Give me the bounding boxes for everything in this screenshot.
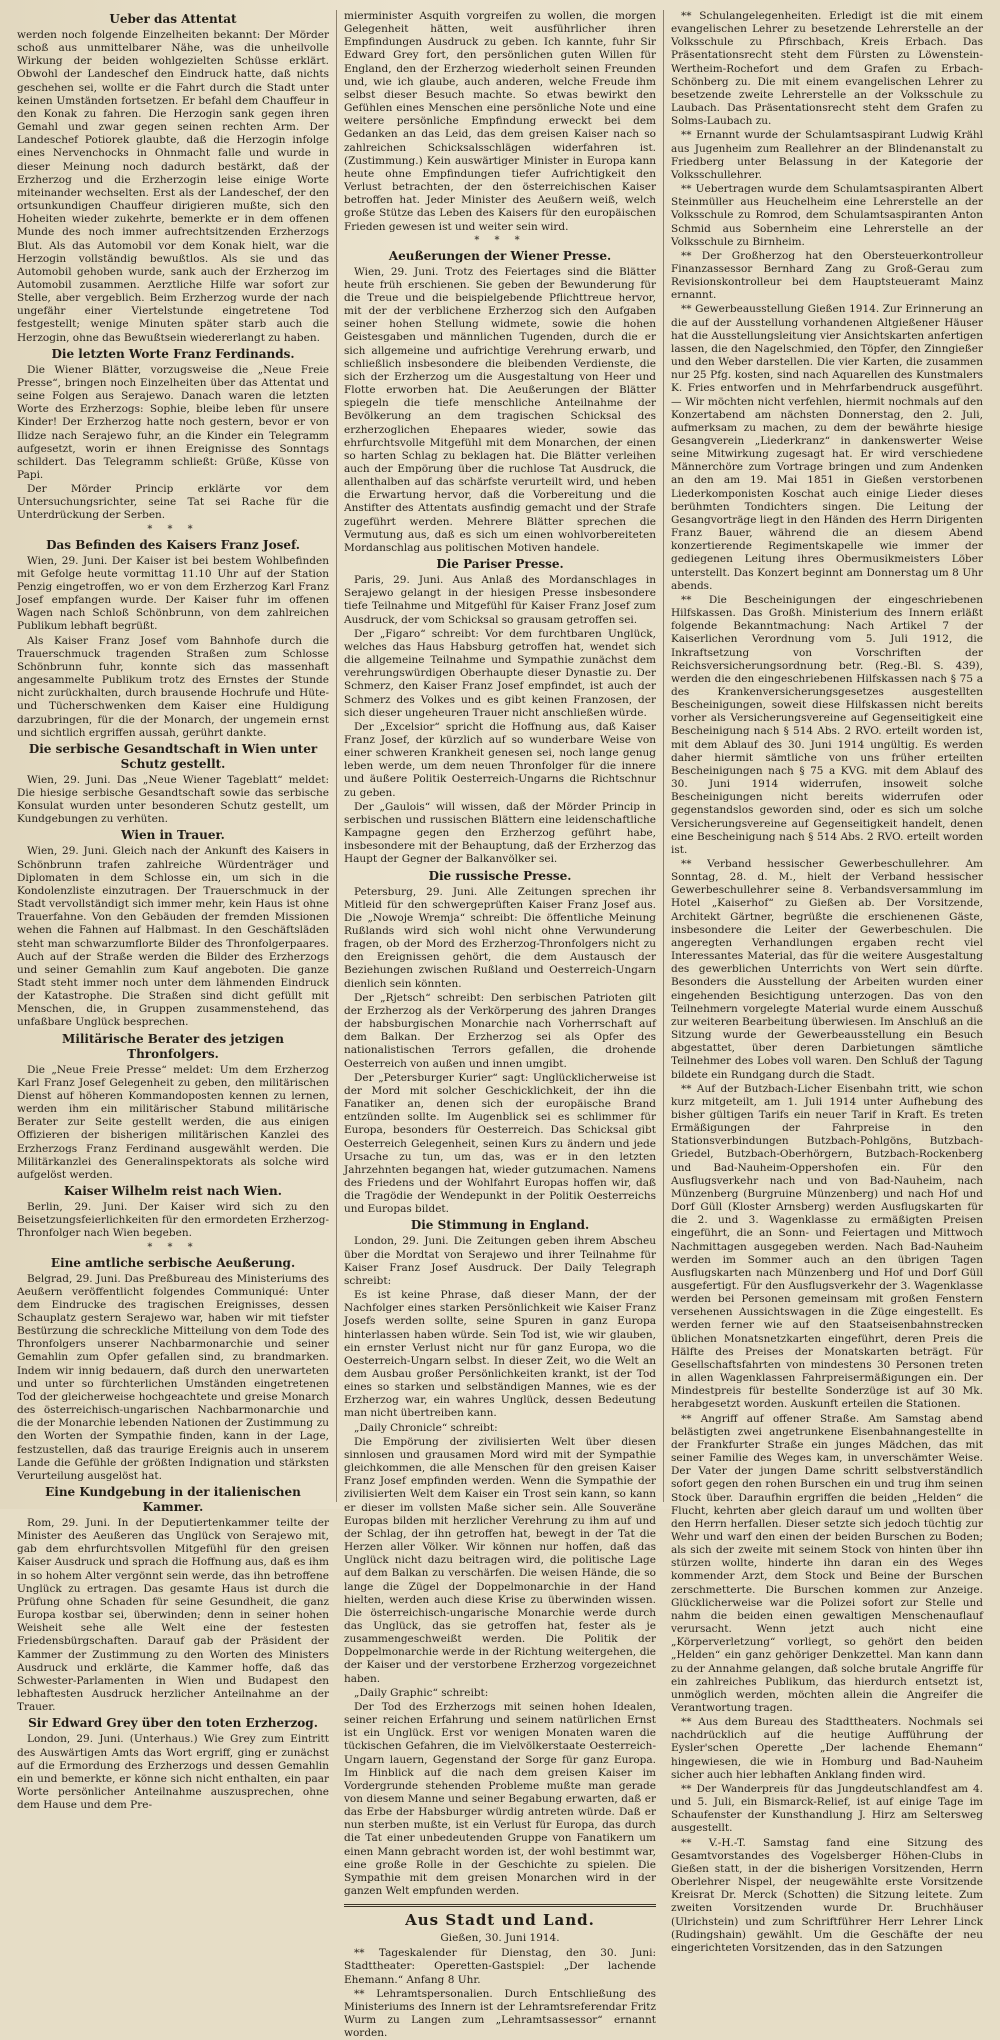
column-left (10, 10, 336, 1812)
article-paragraph: Wien, 29. Juni. Gleich nach der Ankunft des Kaisers in Schönbrunn trafen zahlreiche Würdenträger und Diplomaten in dem Schlosse ein, um sich in die Kondolenzliste einzutragen. Der Trauerschmuck in der Stadt vervollständigt sich immer mehr, kein Haus ist ohne Trauerfahne. Von den Gebäuden der fremden Missionen wehen die Fahnen auf Halbmast. In den Geschäftsläden steht man schwarzumflorte Bilder des Thronfolgerpaares. Auch auf der Straße werden die Bilder des Erzherzogs und seiner Gemahlin zum Kauf angeboten. Die ganze Stadt steht immer noch unter dem lähmenden Eindruck der Katastrophe. Die Straßen sind dicht gefüllt mit Menschen, die, in Gruppen zusammenstehend, das unfaßbare Unglück besprechen. (17, 845, 329, 1029)
separator-stars: * * * (474, 234, 526, 246)
article-paragraph: Der Mörder Princip erklärte vor dem Untersuchungsrichter, seine Tat sei Rache für die Unterdrückung der Serben. (17, 483, 329, 522)
article-paragraph: Die Empörung der zivilisierten Welt über diesen sinnlosen und grausamen Mord wird mit der Sympathie gleichkommen, die alle Menschen für den greisen Kaiser Franz Josef empfinden werden. Wenn die Sympathie der zivilisierten Welt dem Kaiser ein Trost sein kann, so kann er dieser im vollsten Maße sicher sein. Alle Souveräne Europas bilden mit herzlicher Verehrung zu ihm auf und der Schlag, der ihn getroffen hat, bewegt in der Tat die Herzen aller Völker. Wir können nur hoffen, daß das Unglück nicht dazu beitragen wird, die politische Lage auf dem Balkan zu verschärfen. Die weisen Hände, die so lange die Zügel der Doppelmonarchie in der Hand hielten, werden auch diese Krise zu überwinden wissen. Die österreichisch-ungarische Monarchie werde durch das Unglück, das sie getroffen hat, fester als je zusammengeschweißt werden. Die Politik der Doppelmonarchie werde in der Richtung weitergehen, die der Kaiser und der verstorbene Erzherzog vorgezeichnet haben. (344, 1435, 656, 1685)
article-paragraph: ** Die Bescheinigungen der eingeschriebenen Hilfskassen. Das Großh. Ministerium des Innern erläßt folgende Bekanntmachung: Nach Artikel 7 der Kaiserlichen Verordnung vom 5. Juli 1912, die Inkraftsetzung von Vorschriften der Reichsversicherungsordnung betr. (Reg.-Bl. S. 439), werden die den eingeschriebenen Hilfskassen nach § 75 a des Krankenversicherungsgesetzes ausgestellten Bescheinigungen, soweit diese Hilfskassen nicht bereits vorher als Versicherungsvereine auf Gegenseitigkeit eine Bescheinigung nach § 514 Abs. 2 RVO. erteilt worden ist, mit dem Ablauf des 30. Juni 1914 ungültig. Es werden daher hiermit sämtliche von uns früher erteilten Bescheinigungen nach § 75 a KVG. mit dem Ablauf des 30. Juni 1914 widerrufen, insoweit solche Bescheinigungen nicht bereits widerrufen oder gegenstandslos geworden sind, oder es sich um solche Versicherungsvereine auf Gegenseitigkeit handelt, denen eine Bescheinigung nach § 514 Abs. 2 RVO. erteilt worden ist. (671, 593, 983, 856)
column-middle (336, 10, 663, 2040)
article-paragraph: Der „Rjetsch“ schreibt: Den serbischen Patrioten gilt der Erzherzog als der Verkörperung des jahren Dranges der habsburgischen Monarchie nach Vorherrschaft auf dem Balkan. Der Erzherzog sei als Opfer des nationalistischen Terrors gefallen, die drohende Oesterreich von außen und innen umgibt. (344, 991, 656, 1070)
article-paragraph: ** Aus dem Bureau des Stadttheaters. Nochmals sei nachdrücklich auf die heutige Aufführung der Eysler'schen Operette „Der lachende Ehemann“ hingewiesen, die wie in Homburg und Bad-Nauheim sicher auch hier lebhaften Anklang finden wird. (671, 1716, 983, 1781)
article-paragraph: Es ist keine Phrase, daß dieser Mann, der der Nachfolger eines starken Persönlichkeit wie Kaiser Franz Josefs werden sollte, seine Spuren in ganz Europa hinterlassen haben würde. Sein Tod ist, wie wir glauben, ein ernster Verlust nicht nur für ganz Europa, wo die Oesterreich-Ungarn selbst. In dieser Zeit, wo die Welt an dem Ausbau großer Persönlichkeiten krankt, ist der Tod eines so starken und selbständigen Mannes, wie es der Erzherzog war, ein wahres Unglück, dessen Bedeutung man nicht übertreiben kann. (344, 1289, 656, 1420)
article-paragraph: Der „Figaro“ schreibt: Vor dem furchtbaren Unglück, welches das Haus Habsburg getroffen hat, wendet sich die allgemeine Teilnahme und Sympathie zunächst dem verehrungswürdigen Oberhaupte dieser Dynastie zu. Der Schmerz, den Kaiser Franz Josef empfindet, ist auch der Schmerz des Volkes und es gibt keinen Franzosen, der sich dieser ungeheuren Trauer nicht anschließen würde. (344, 627, 656, 719)
article-heading: Eine Kundgebung in der italienischen Kammer. (45, 1485, 301, 1514)
article-heading: Die serbische Gesandtschaft in Wien unter Schutz gestellt. (28, 741, 318, 771)
article-paragraph: Belgrad, 29. Juni. Das Preßbureau des Ministeriums des Aeußern veröffentlicht folgendes Communiqué: Unter dem Eindrucke des tragischen Ereignisses, dessen Schauplatz gestern Serajewo war, haben wir mit tiefster Bestürzung die schreckliche Mitteilung von dem Tode des Thronfolgers unserer Nachbarmonarchie und seiner Gemahlin zum Opfer gefallen sind, zu brandmarken. Indem wir innig bedauern, daß durch den unerwarteten und unter so fürchterlichen Umständen eingetretenen Tod der gleicherweise hochgeachtete und greise Monarch des österreichisch-ungarischen Nachbarmonarchie und die der Monarchie lebenden Nationen der Zustimmung zu den Worten der Sympathie finden, kann in der Lage, festzustellen, daß das traurige Ereignis auch in unserem Lande die Gefühle der größten Indignation und stärksten Verurteilung ausgelöst hat. (17, 1272, 329, 1482)
article-heading: Die letzten Worte Franz Ferdinands. (51, 346, 295, 361)
article-paragraph: ** Gewerbeausstellung Gießen 1914. Zur Erinnerung an die auf der Ausstellung vorhandenen Altgießener Häuser hat die Ausstellungsleitung vier Ansichtskarten anfertigen lassen, die den Nagelschmied, den Töpfer, den Zinngießer und den Weber darstellen. Die vier Karten, die zusammen nur 25 Pfg. kosten, sind nach Aquarellen des Kunstmalers K. Fries entworfen und in Mehrfarbendruck ausgeführt. — Wir möchten nicht verfehlen, hiermit nochmals auf den Konzertabend am nächsten Donnerstag, den 2. Juli, aufmerksam zu machen, zu dem der bewährte hiesige Gesangverein „Liederkranz“ in dankenswerter Weise seine Mitwirkung zugesagt hat. Er wird verschiedene Männerchöre zum Vortrage bringen und zum Andenken an den am 19. Mai 1851 in Gießen verstorbenen Liederkomponisten Koschat auch einige Lieder dieses berühmten Tondichters singen. Die Leitung der Gesangvorträge liegt in den Händen des Herrn Dirigenten Franz Bauer, während die an diesem Abend konzertierende Regimentskapelle wie immer der gediegenen Leitung ihres Obermusikmeisters Löber unterstellt. Das Konzert beginnt am Donnerstag um 8 Uhr abends. (671, 303, 983, 592)
article-paragraph: Die Wiener Blätter, vorzugsweise die „Neue Freie Presse“, bringen noch Einzelheiten über das Attentat und seine Folgen aus Serajewo. Danach waren die letzten Worte des Erzherzogs: Sophie, bleibe leben für unsere Kinder! Der Erzherzog hatte noch gestern, bevor er von Ilidze nach Serajewo fuhr, an die Kinder ein Telegramm aufgesetzt, worin er ihnen Ereignisse des Sonntags schildert. Das Telegramm schließt: Grüße, Küsse von Papi. (17, 363, 329, 481)
article-paragraph: ** Uebertragen wurde dem Schulamtsaspiranten Albert Steinmüller aus Heuchelheim eine Lehrerstelle an der Volksschule zu Romrod, dem Schulamtsaspiranten Anton Schmid aus Sobernheim eine Lehrerstelle an der Volksschule zu Birnheim. (671, 183, 983, 248)
section-divider (344, 1904, 656, 1907)
article-paragraph: Berlin, 29. Juni. Der Kaiser wird sich zu den Beisetzungsfeierlichkeiten für den ermordeten Erzherzog-Thronfolger nach Wien begeben. (17, 1201, 329, 1240)
article-paragraph: werden noch folgende Einzelheiten bekannt: Der Mörder schoß aus unmittelbarer Nähe, was die unheilvolle Wirkung der beiden wohlgezielten Schüsse erklärt. Obwohl der Landeschef den Eindruck hatte, daß nichts geschehen sei, wollte er die Fahrt durch die Stadt unter keinen Umständen fortsetzen. Er befahl dem Chauffeur in den Konak zu fahren. Die Herzogin sank gegen ihren Gemahl und zwar gegen seinen rechten Arm. Der Landeschef Potiorek glaubte, daß die Herzogin infolge eines Nervenchocks in Ohnmacht falle und wurde in dieser Meinung noch dadurch bestärkt, daß der Erzherzog und die Erzherzogin leise einige Worte miteinander wechselten. Erst als der Landeschef, der den ortsunkundigen Chauffeur dirigieren mußte, sich den Hoheiten wieder zukehrte, bemerkte er in dem offenen Munde des noch immer aufrechtsitzenden Erzherzogs Blut. Als das Automobil vor dem Konak hielt, war die Herzogin vollständig bewußtlos. Als sie und das Automobil gehoben wurde, sank auch der Erzherzog im Automobil zusammen. Aerztliche Hilfe war sofort zur Stelle, aber vergeblich. Beim Erzherzog wurde der nach ungefähr einer Viertelstunde eingetretene Tod festgestellt; wenige Minuten später starb auch die Herzogin, ohne das Bewußtsein wiedererlangt zu haben. (17, 29, 329, 344)
article-paragraph: ** Lehramtspersonalien. Durch Entschließung des Ministeriums des Innern ist der Lehramtsreferendar Fritz Wurm zu Langen zum „Lehramtsassessor“ ernannt worden. (344, 1987, 656, 2040)
separator-stars: * * * (147, 523, 199, 535)
article-paragraph: ** Der Wanderpreis für das Jungdeutschlandfest am 4. und 5. Juli, ein Bismarck-Relief, ist auf einige Tage im Schaufenster der Kunsthandlung J. Hirz am Seltersweg ausgestellt. (671, 1782, 983, 1835)
article-paragraph: ** Tageskalender für Dienstag, den 30. Juni: Stadttheater: Operetten-Gastspiel: „Der lachende Ehemann.“ Anfang 8 Uhr. (344, 1947, 656, 1986)
article-paragraph: Als Kaiser Franz Josef vom Bahnhofe durch die Trauerschmuck tragenden Straßen zum Schlosse Schönbrunn fuhr, konnte sich das massenhaft angesammelte Publikum trotz des Ernstes der Stunde nicht zurückhalten, durch brausende Hochrufe und Hüte- und Tücherschwenken dem Kaiser eine Huldigung darzubringen, für die der Monarch, der ungemein ernst und sichtlich ergriffen aussah, gerührt dankte. (17, 634, 329, 739)
article-paragraph: London, 29. Juni. (Unterhaus.) Wie Grey zum Eintritt des Auswärtigen Amts das Wort ergriff, ging er zunächst auf die Ermordung des Erzherzogs und dessen Gemahlin ein und bemerkte, er könne sich nicht enthalten, ein paar Worte persönlicher Anteilnahme auszusprechen, ohne dem Hause und dem Pre- (17, 1733, 329, 1812)
article-heading: Die Pariser Presse. (436, 557, 564, 572)
article-heading: Das Befinden des Kaisers Franz Josef. (46, 537, 300, 552)
article-heading: Aeußerungen der Wiener Presse. (388, 248, 612, 263)
article-heading: Kaiser Wilhelm reist nach Wien. (64, 1184, 282, 1199)
article-paragraph: Paris, 29. Juni. Aus Anlaß des Mordanschlages in Serajewo gelangt in der hiesigen Presse insbesondere tiefe Teilnahme und Mitgefühl für Kaiser Franz Josef zum Ausdruck, der vom Schicksal so grausam getroffen sei. (344, 574, 656, 626)
article-paragraph: Rom, 29. Juni. In der Deputiertenkammer teilte der Minister des Aeußeren das Unglück von Serajewo mit, gab dem ehrfurchtsvollen Mitgefühl für den greisen Kaiser Ausdruck und sprach die Hoffnung aus, daß es ihm in so hohem Alter vergönnt sein werde, das ihn betroffene Unglück zu ertragen. Das gesamte Haus ist durch die Prüfung ohne Schaden für seine Gesundheit, die ganz Europa kostbar sei, überwinden; denn in seiner hohen Weisheit sehe alle Welt eine der festesten Friedensbürgschaften. Darauf gab der Präsident der Kammer der Zustimmung zu den Worten des Ministers Ausdruck und erklärte, die Kammer hoffe, daß das Schwester-Parlamenten in Wien und Budapest den lebhaftesten Ausdruck herzlicher Anteilnahme an der Trauer. (17, 1517, 329, 1714)
section-title: Aus Stadt und Land. (405, 1911, 595, 1930)
article-paragraph: ** Der Großherzog hat den Obersteuerkontrolleur Finanzassessor Bernhard Zang zu Groß-Gerau zum Revisionskontrolleur bei dem Hauptsteueramt Mainz ernannt. (671, 249, 983, 302)
column-right (663, 10, 990, 1954)
article-heading: Sir Edward Grey über den toten Erzherzog. (28, 1716, 318, 1731)
article-paragraph: ** Angriff auf offener Straße. Am Samstag abend belästigten zwei angetrunkene Eisenbahnangestellte in der Frankfurter Straße ein junges Mädchen, das mit seiner Familie des Weges kam, in unverschämter Weise. Der Vater der jungen Dame schritt selbstverständlich sofort gegen den rohen Burschen ein und trug ihm seinen Stock über. Daraufhin ergriffen die beiden „Helden“ die Flucht, kehrten aber gleich darauf um und wollten über den Herrn herfallen. Dieser setzte sich jedoch tüchtig zur Wehr und warf den einen der beiden Burschen zu Boden; als sich der zweite mit seinem Stock von hinten über ihn stürzen wollte, hinderte ihn daran ein des Weges kommender Arzt, dem Stock und Beine der Burschen zerschmetterte. Die Burschen kommen zur Anzeige. Glücklicherweise war die Polizei sofort zur Stelle und nahm die beiden einen gewaltigen Menschenauflauf verursacht. Wenn jetzt auch nicht eine „Körperverletzung“ vorliegt, so gehört den beiden „Helden“ ein ganz gehöriger Denkzettel. Man kann dann zu der Annahme gelangen, daß solche brutale Angriffe für ein zahlreiches Publikum, das hierdurch entsetzt ist, unmöglich werden, möchten allein die Angreifer die Verantwortung tragen. (671, 1412, 983, 1714)
article-paragraph: ** Verband hessischer Gewerbeschullehrer. Am Sonntag, 28. d. M., hielt der Verband hessischer Gewerbeschullehrer seine 8. Verbandsversammlung im Hotel „Kaiserhof“ zu Gießen ab. Der Vorsitzende, Architekt Gärtner, begrüßte die erschienenen Gäste, insbesondere die Leiter der Gewerbeschulen. Die angeregten Verhandlungen ergaben recht viel Interessantes Material, das für die weitere Ausgestaltung des gewerblichen Unterrichts von Wert sein dürfte. Besonders die Ausstellung der Arbeiten wurden einer eingehenden Besichtigung unterzogen. Das von den Teilnehmern vorgelegte Material wurde einem Ausschuß zur weiteren Bearbeitung überwiesen. Im Anschluß an die Sitzung wurde der Gewerbeausstellung ein Besuch abgestattet, über deren Darbietungen sämtliche Teilnehmer des Lobes voll waren. Den Schluß der Tagung bildete ein Rundgang durch die Stadt. (671, 858, 983, 1081)
article-paragraph: Die „Neue Freie Presse“ meldet: Um dem Erzherzog Karl Franz Josef Gelegenheit zu geben, den militärischen Dienst auf höheren Kommandoposten kennen zu lernen, werden ihm ein militärischer Stabund militärische Berater zur Seite gestellt werden, die aus einigen Offizieren der bisherigen militärischen Kanzlei des Erzherzogs Franz Ferdinand ausgewählt werden. Die Militärkanzlei des Generalinspektorats als solche wird aufgelöst werden. (17, 1063, 329, 1181)
article-paragraph: Der „Excelsior“ spricht die Hoffnung aus, daß Kaiser Franz Josef, der kürzlich auf so wunderbare Weise von einer schweren Krankheit genesen sei, noch lange genug leben werde, um dem neuen Thronfolger für die innere und äußere Politik Oesterreich-Ungarns die Richtschnur zu geben. (344, 720, 656, 799)
article-heading: Die Stimmung in England. (410, 1218, 590, 1233)
article-paragraph: ** Schulangelegenheiten. Erledigt ist die mit einem evangelischen Lehrer zu besetzende Lehrerstelle an der Volksschule zu Pfirschbach, Kreis Erbach. Das Präsentationsrecht steht dem Fürsten zu Löwenstein-Wertheim-Rochefort und dem Grafen zu Erbach-Schönberg zu. Die mit einem evangelischen Lehrer zu besetzende zweite Lehrerstelle an der Volksschule zu Laubach. Das Präsentationsrecht steht dem Grafen zu Solms-Laubach zu. (671, 10, 983, 128)
dateline: Gießen, 30. Juni 1914. (440, 1932, 560, 1945)
separator-stars: * * * (147, 1241, 199, 1253)
article-paragraph: Petersburg, 29. Juni. Alle Zeitungen sprechen ihr Mitleid für den schwergeprüften Kaiser Franz Josef aus. Die „Nowoje Wremja“ schreibt: Die öffentliche Meinung Rußlands wird sich wohl nicht ohne Verwunderung fragen, ob der Mord des Erzherzog-Thronfolgers nicht zu den Ereignissen gehört, die dem Austausch der Beziehungen zwischen Rußland und Oesterreich-Ungarn dienlich sein könnten. (344, 885, 656, 990)
article-heading: Militärische Berater des jetzigen Thronfolgers. (62, 1031, 284, 1061)
article-paragraph: London, 29. Juni. Die Zeitungen geben ihrem Abscheu über die Mordtat von Serajewo und ihrer Teilnahme für Kaiser Franz Josef Ausdruck. Der Daily Telegraph schreibt: (344, 1235, 656, 1287)
article-paragraph: Der „Petersburger Kurier“ sagt: Unglücklicherweise ist der Mord mit solcher Geschicklichkeit, der ihn die Fanatiker an, denen sich der europäische Brand entzünden sollte. Im Augenblick sei es schlimmer für Europa, besonders für Oesterreich. Das Schicksal gibt Oesterreich Gelegenheit, seinen Kurs zu ändern und jede Ursache zu tun, um das, was er in den letzten Jahrzehnten begangen hat, wieder gutzumachen. Namens des Friedens und der Wohlfahrt Europas hoffen wir, daß die Tragödie der Wendepunkt in der Politik Oesterreichs und Europas bildet. (344, 1071, 656, 1216)
article-paragraph: Wien, 29. Juni. Trotz des Feiertages sind die Blätter heute früh erschienen. Sie geben der Bewunderung für die Treue und die beispielgebende Pflichttreue hervor, mit der der verblichene Erzherzog sich den Aufgaben seiner hohen Stellung widmete, sowie die hohen Geistesgaben und männlichen Tugenden, durch die er sich allgemeine und aufrichtige Verehrung erwarb, und schließlich insbesondere die bleibenden Verdienste, die sich der Erzherzog um die Ausgestaltung von Heer und Flotte erworben hat. Die Aeußerungen der Blätter spiegeln die tiefe menschliche Anteilnahme der Bevölkerung an dem tragischen Schicksal des erzherzoglichen Ehepaares wieder, sowie das ehrfurchtsvolle Mitgefühl mit dem Monarchen, der einen so harten Schlag zu beklagen hat. Die Blätter verleihen auch der Empörung über die ruchlose Tat Ausdruck, die allenthalben auf das schärfste verurteilt wird, und heben die Erwartung hervor, daß die Vorbereitung und die Anstifter des Attentats ausfindig gemacht und der Strafe zugeführt werden. Mehrere Blätter sprechen die Vermutung aus, daß es sich um einen wohlvorbereiteten Mordanschlag aus politischen Motiven handele. (344, 265, 656, 554)
article-paragraph: „Daily Graphic“ schreibt: (354, 1686, 489, 1699)
article-paragraph: ** Auf der Butzbach-Licher Eisenbahn tritt, wie schon kurz mitgeteilt, am 1. Juli 1914 unter Aufhebung des bisher gültigen Tarifs ein neuer Tarif in Kraft. Es treten Ermäßigungen der Fahrpreise in den Stationsverbindungen Butzbach-Pohlgöns, Butzbach-Griedel, Butzbach-Oberhörgern, Butzbach-Rockenberg und Bad-Nauheim-Oppershofen ein. Für den Ausflugsverkehr nach und von Bad-Nauheim, nach Münzenberg (Burgruine Münzenberg) und nach Hof und Dorf Güll (Kloster Arnsberg) werden Ausflugskarten für die 2. und 3. Wagenklasse zu ermäßigten Preisen eingeführt, die an Sonn- und Feiertagen und Mittwoch Nachmittagen ausgegeben werden. Nach Bad-Nauheim werden im Sommer auch an den übrigen Tagen Ausflugskarten nach Münzenberg und Hof und Dorf Güll ausgefertigt. Für den Ausflugsverkehr der 3. Wagenklasse werden bei Personen gemeinsam mit großen Fenstern versehenen Aussichtswagen in die Züge eingestellt. Es werden ferner wie auf den Staatseisenbahnstrecken üblichen Monatsnetzkarten eingeführt, deren Preis die Hälfte des Preises der Monatskarten beträgt. Für Gesellschaftsfahrten von mindestens 30 Personen treten in allen Wagenklassen Fahrpreisermäßigungen ein. Der Mindestpreis für bestellte Sonderzüge ist auf 30 Mk. herabgesetzt worden. Auskunft erteilen die Stationen. (671, 1082, 983, 1411)
article-heading: Wien in Trauer. (121, 828, 225, 843)
article-heading: Ueber das Attentat (109, 12, 237, 26)
article-paragraph: ** Ernannt wurde der Schulamtsaspirant Ludwig Krähl aus Jugenheim zum Reallehrer an der Blindenanstalt zu Friedberg unter Belassung in der Kategorie der Volksschullehrer. (671, 129, 983, 181)
article-paragraph: Der Tod des Erzherzogs mit seinen hohen Idealen, seiner reichen Erfahrung und seinem natürlichen Ernst ist ein Unglück. Erst vor wenigen Monaten waren die tückischen Gefahren, die im Vielvölkerstaate Oesterreich-Ungarn lauern, Gegenstand der Sorge für ganz Europa. Im Hinblick auf die nach dem greisen Kaiser im Vordergrunde stehenden Probleme mußte man gerade von diesem Manne und seiner Begabung erwarten, daß er das Erbe der Habsburger würdig antreten würde. Daß er nun sterben mußte, ist ein Verlust für Europa, das durch die Tat einer unbedeutenden Gruppe von Fanatikern um einen Mann gebracht worden ist, der wohl bestimmt war, eine große Rolle in der Geschichte zu spielen. Die Sympathie mit dem greisen Monarchen wird in der ganzen Welt empfunden werden. (344, 1700, 656, 1898)
article-paragraph: mierminister Asquith vorgreifen zu wollen, die morgen Gelegenheit hätten, weit ausführlicher ihren Empfindungen Ausdruck zu geben. Ich kannte, fuhr Sir Edward Grey fort, den persönlichen guten Willen für England, den der Erzherzog wiederholt seinen Freunden und, wie ich glaube, auch anderen, welche Freude ihm selbst dieser Besuch machte. So etwas bewirkt den Gefühlen eines Menschen eine persönliche Note und eine weitere persönliche Empfindung erweckt bei dem Gedanken an das Leid, das dem greisen Kaiser nach so zahlreichen Schicksalsschlägen widerfahren ist. (Zustimmung.) Kein auswärtiger Minister in Europa kann heute ohne Empfindungen tiefer Aufrichtigkeit den Verlust betrachten, der den österreichischen Kaiser betroffen hat. Jeder Minister des Aeußern weiß, welch große Stütze das Leben des Kaisers für den europäischen Frieden gewesen ist und weiter sein wird. (344, 10, 656, 233)
article-paragraph: „Daily Chronicle“ schreibt: (354, 1421, 498, 1434)
article-paragraph: Der „Gaulois“ will wissen, daß der Mörder Princip in serbischen und russischen Blättern eine leidenschaftliche Kampagne gegen den Erzherzog geführt habe, insbesondere mit der Behauptung, daß der Erzherzog das Haupt der Gegner der Balkanvölker sei. (344, 800, 656, 866)
article-paragraph: Wien, 29. Juni. Das „Neue Wiener Tageblatt“ meldet: Die hiesige serbische Gesandtschaft sowie das serbische Konsulat wurden unter besonderen Schutz gestellt, um Kundgebungen zu verhüten. (17, 773, 329, 826)
article-heading: Die russische Presse. (428, 868, 572, 883)
article-paragraph: Wien, 29. Juni. Der Kaiser ist bei bestem Wohlbefinden mit Gefolge heute vormittag 11.10 Uhr auf der Station Penzig eingetroffen, wo er von dem Erzherzog Karl Franz Josef empfangen wurde. Der Kaiser fuhr im offenen Wagen nach Schloß Schönbrunn, von dem zahlreichen Publikum lebhaft begrüßt. (17, 554, 329, 633)
article-paragraph: ** V.-H.-T. Samstag fand eine Sitzung des Gesamtvorstandes des Vogelsberger Höhen-Clubs in Gießen statt, in der die bisherigen Vorsitzenden, Herrn Oberlehrer Nispel, der neugewählte erste Vorsitzende Kreisrat Dr. Merck (Schotten) die Sitzung leitete. Zum zweiten Vorsitzenden wurde Dr. Bruchhäuser (Ulrichstein) und zum Schriftführer Herr Lehrer Linck (Rudingshain) gewählt. Um die Geschäfte der neu eingerichteten Vorsitzenden, das in den Satzungen (671, 1836, 983, 1954)
article-heading: Eine amtliche serbische Aeußerung. (50, 1255, 296, 1270)
